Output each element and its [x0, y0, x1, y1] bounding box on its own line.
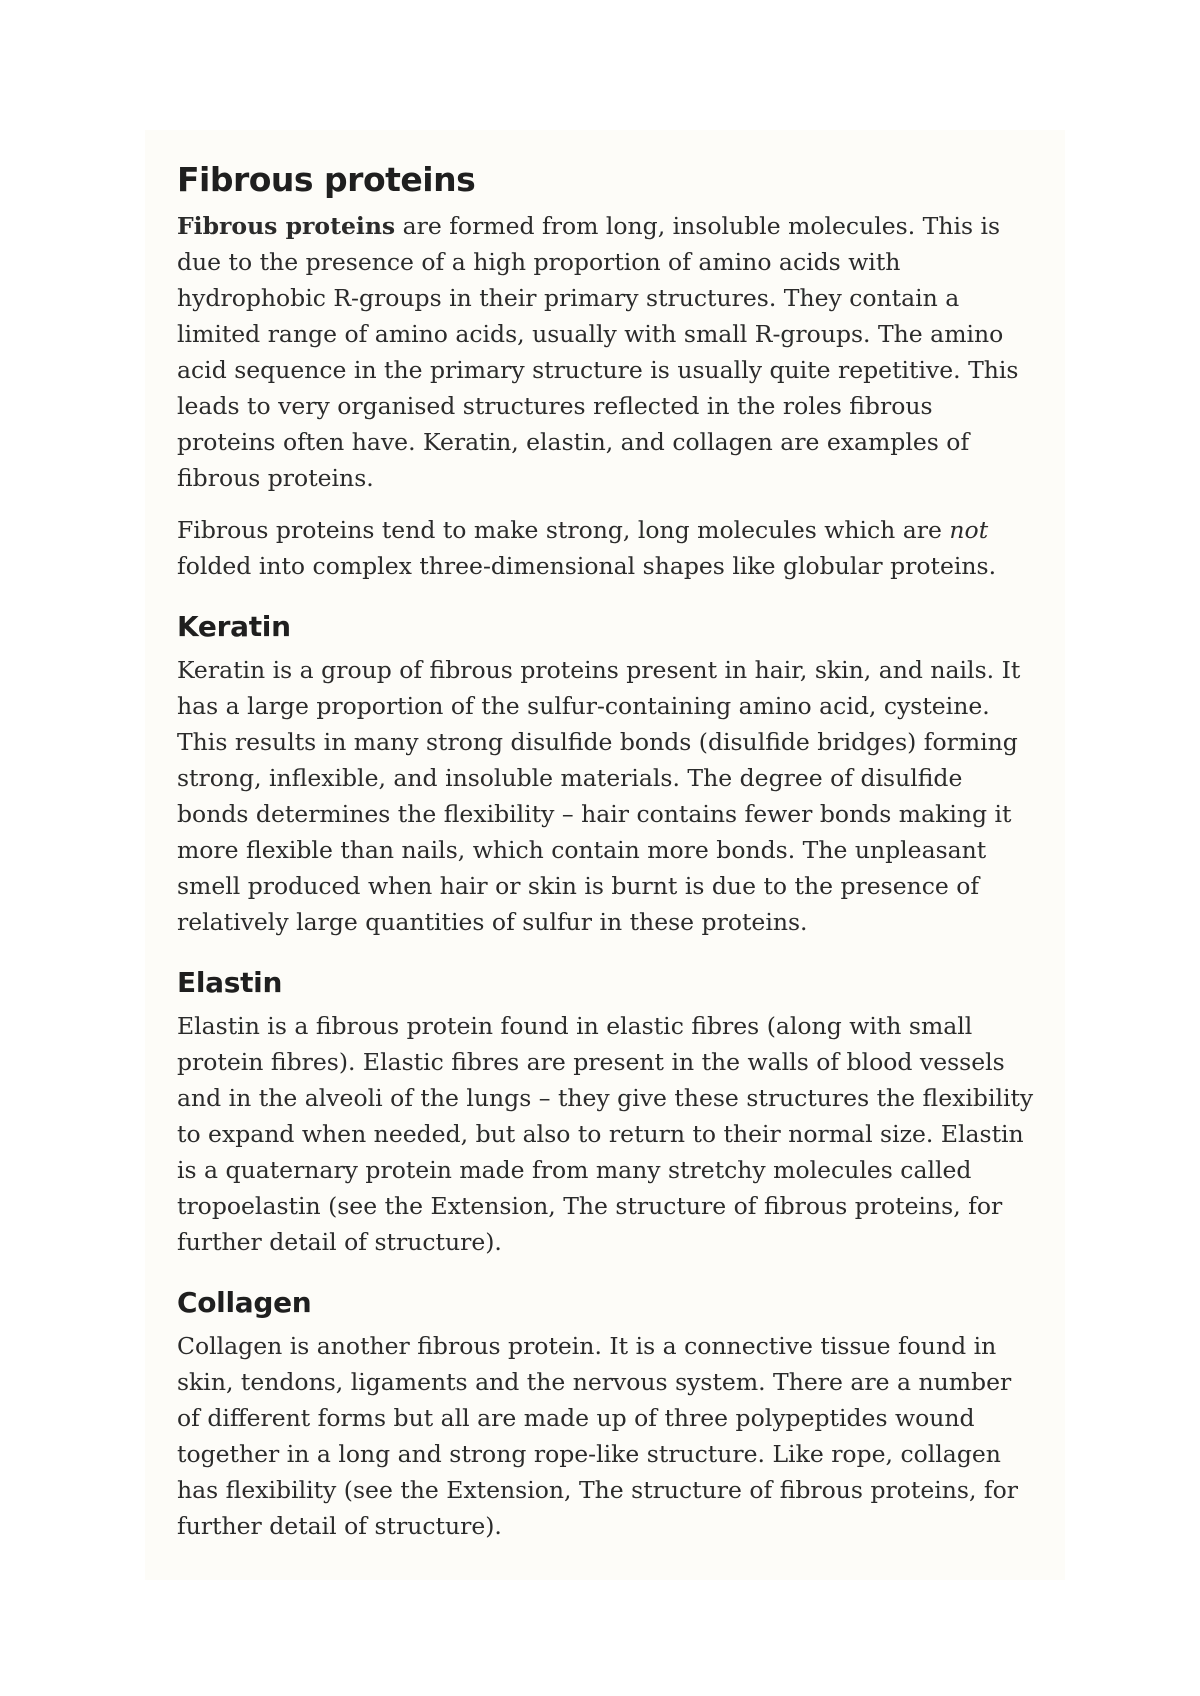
section-heading-keratin: Keratin [177, 610, 291, 643]
section-text-elastin: Elastin is a fibrous protein found in elastic fibres (along with small protein fibres). Elastic fibres are present in the walls of blood vessels and in the alveoli of the lungs – they give these structures the flexibility to expand when needed, but also to return to their normal size. Elastin is a quaternary protein made from many stretchy molecules called tropoelastin (see the Extension, The structure of fibrous proteins, for further detail of structure). [177, 1012, 1034, 1256]
intro-paragraph-2 [177, 512, 1037, 584]
section-heading-elastin: Elastin [177, 966, 283, 999]
section-collagen [177, 1284, 1037, 1544]
page-title: Fibrous proteins [177, 160, 476, 199]
section-text-keratin: Keratin is a group of fibrous proteins present in hair, skin, and nails. It has a large proportion of the sulfur-containing amino acid, cysteine. This results in many strong disulfide bonds (disulfide bridges) forming strong, inflexible, and insoluble materials. The degree of disulfide bonds determines the flexibility – hair contains fewer bonds making it more flexible than nails, which contain more bonds. The unpleasant smell produced when hair or skin is burnt is due to the presence of relatively large quantities of sulfur in these proteins. [177, 656, 1021, 936]
section-keratin [177, 608, 1037, 940]
intro-paragraph-1 [177, 208, 1037, 496]
section-text-collagen: Collagen is another fibrous protein. It is a connective tissue found in skin, tendons, ligaments and the nervous system. There are a number of different forms but all are made up of three polypeptides wound together in a long and strong rope-like structure. Like rope, collagen has flexibility (see the Extension, The structure of fibrous proteins, for further detail of structure). [177, 1332, 1018, 1540]
intro-paragraph-2-before: Fibrous proteins tend to make strong, long molecules which are [177, 516, 950, 544]
document-page [145, 130, 1065, 1580]
intro-emphasis: not [949, 516, 989, 544]
intro-paragraph-2-after: folded into complex three-dimensional shapes like globular proteins. [177, 552, 997, 580]
intro-term: Fibrous proteins [177, 212, 396, 240]
section-elastin [177, 964, 1037, 1260]
section-heading-collagen: Collagen [177, 1286, 312, 1319]
intro-paragraph-1-text: are formed from long, insoluble molecules. This is due to the presence of a high proportion of amino acids with hydrophobic R-groups in their primary structures. They contain a limited range of amino acids, usually with small R-groups. The amino acid sequence in the primary structure is usually quite repetitive. This leads to very organised structures reflected in the roles fibrous proteins often have. Keratin, elastin, and collagen are examples of fibrous proteins. [177, 212, 1019, 492]
document-content [177, 158, 1037, 1544]
